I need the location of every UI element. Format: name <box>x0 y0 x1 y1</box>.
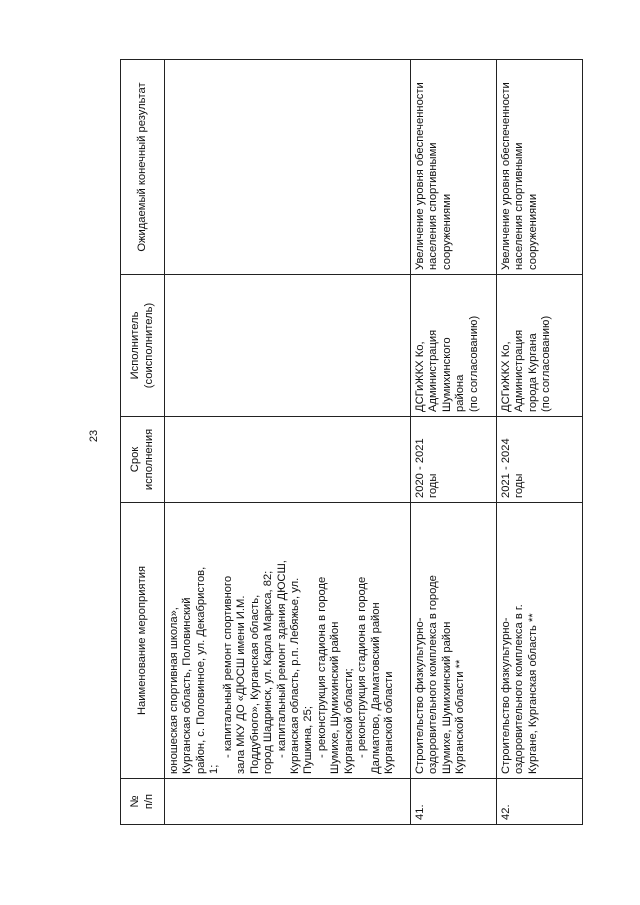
row-41-result <box>411 60 497 275</box>
row-42-executor-line: города Кургана <box>526 333 539 412</box>
header-num-line-1: № <box>129 795 142 808</box>
row-1-name <box>165 503 411 779</box>
row-1-name-line: юношеская спортивная школа», <box>168 607 180 774</box>
row-41-name-line: Строительство физкультурно- <box>414 617 426 774</box>
row-1-executor <box>165 275 411 417</box>
row-1-name-line: Далматово, Далматовский район <box>369 602 382 774</box>
row-41-executor-line: Шумихинского <box>440 337 453 412</box>
row-42-name <box>497 503 583 779</box>
row-1-name-line: Курганской области <box>383 671 395 774</box>
header-result <box>121 60 165 275</box>
row-1-num <box>165 779 411 825</box>
row-42-result-line: сооружениями <box>526 193 539 270</box>
row-42-num: 42. <box>497 779 583 825</box>
row-41-result-line: Увеличение уровня обеспеченности <box>414 82 426 270</box>
row-42-result-line: Увеличение уровня обеспеченности <box>500 82 512 270</box>
row-41-term-line: 2020 - 2021 <box>414 438 426 498</box>
row-1-result <box>165 60 411 275</box>
header-num-line-2: п/п <box>142 793 155 810</box>
table-row <box>165 60 411 825</box>
row-1-name-line: - реконструкция стадиона в городе <box>315 576 328 758</box>
row-41-num: 41. <box>411 779 497 825</box>
row-42-name-line: Кургане, Курганская область ** <box>526 613 539 774</box>
table-header-row <box>121 60 165 825</box>
row-42-term-line: 2021 - 2024 <box>500 438 512 498</box>
row-1-name-line: Поддубного», Курганская область, <box>248 594 261 774</box>
row-1-name-line: район, с. Половинное, ул. Декабристов, <box>194 566 207 774</box>
row-41-name-line: Курганской области ** <box>454 659 467 774</box>
row-42-term-line: годы <box>513 473 526 498</box>
row-1-name-line: Пушкина, 25; <box>302 706 315 774</box>
row-1-name-line: Курганская область, р.п. Лебяжье, ул. <box>288 577 301 774</box>
row-42-result-line: населения спортивными <box>513 142 526 270</box>
row-41-term <box>411 417 497 503</box>
header-result-line-1: Ожидаемый конечный результат <box>135 82 148 252</box>
row-42-name-line: Строительство физкультурно- <box>500 617 512 774</box>
page-number: 23 <box>88 429 101 443</box>
row-42-name-line: оздоровительного комплекса в г. <box>513 604 526 774</box>
header-term-line-2: исполнения <box>142 428 155 491</box>
row-1-name-line: - капитальный ремонт здания ДЮСШ, <box>275 560 288 758</box>
row-41-executor-line: (по согласованию) <box>467 315 480 412</box>
row-42-executor-line: ДСГиЖКХ Ко, <box>500 341 512 412</box>
row-41-executor <box>411 275 497 417</box>
header-term <box>121 417 165 503</box>
row-1-name-line: Курганской области; <box>342 668 355 774</box>
row-1-name-line: - реконструкция стадиона в городе <box>356 576 369 758</box>
row-41-executor-line: района <box>454 374 467 412</box>
row-41-term-line: годы <box>427 473 440 498</box>
row-1-term <box>165 417 411 503</box>
row-1-name-line: Курганская область, Половинский <box>181 597 194 774</box>
row-41-name-line: Шумихе, Шумихинский район <box>440 621 453 774</box>
row-42-term <box>497 417 583 503</box>
header-executor-line-1: Исполнитель <box>129 311 142 380</box>
row-1-name-line: город Шадринск, ул. Карла Маркса, 82; <box>262 570 275 774</box>
row-1-name-line: Шумихе, Шумихинский район <box>329 621 342 774</box>
row-41-executor-line: Администрация <box>427 329 440 412</box>
header-executor-line-2: (соисполнитель) <box>142 302 155 389</box>
row-42-result <box>497 60 583 275</box>
header-num <box>121 779 165 825</box>
row-42-executor-line: (по согласованию) <box>540 315 553 412</box>
rotated-table-wrapper <box>120 60 582 825</box>
header-name-line-1: Наименование мероприятия <box>135 565 148 716</box>
table-row <box>497 60 583 825</box>
row-41-name <box>411 503 497 779</box>
row-41-name-line: оздоровительного комплекса в городе <box>427 575 440 774</box>
row-41-result-line: сооружениями <box>440 193 453 270</box>
table-row <box>411 60 497 825</box>
row-41-executor-line: ДСГиЖКХ Ко, <box>414 341 426 412</box>
header-name <box>121 503 165 779</box>
row-1-name-line: 1; <box>208 764 221 774</box>
row-42-executor-line: Администрация <box>513 329 526 412</box>
row-42-executor <box>497 275 583 417</box>
measures-table <box>120 59 583 825</box>
row-1-name-line: зала МКУ ДО «ДЮСШ имени И.М. <box>235 595 248 774</box>
header-executor <box>121 275 165 417</box>
row-1-name-line: - капитальный ремонт спортивного <box>221 575 234 758</box>
row-41-result-line: населения спортивными <box>427 142 440 270</box>
header-term-line-1: Срок <box>129 446 142 473</box>
